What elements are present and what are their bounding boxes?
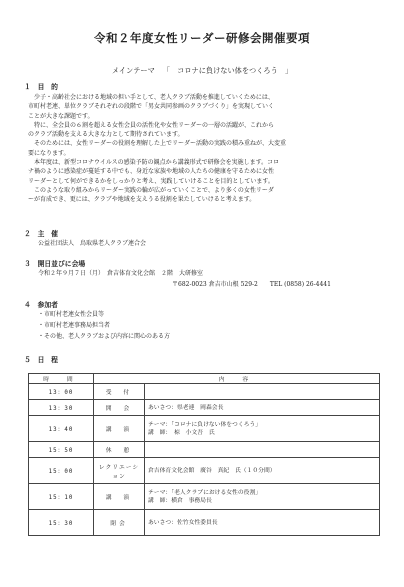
row-time: 13：00	[29, 384, 94, 400]
row-content	[145, 484, 380, 510]
row-kind: 開 会	[94, 400, 145, 416]
row-time: 15：50	[29, 442, 94, 458]
document-title: 令和２年度女性リーダー研修会開催要項	[94, 31, 310, 45]
section-schedule-heading: ５ 日 程	[24, 356, 58, 364]
table-row	[29, 458, 380, 484]
content-line: テーマ：「コロナに負けない体をつくろう」	[148, 421, 262, 428]
theme-value: 「 コロナに負けない体をつくろう 」	[162, 66, 293, 75]
row-content	[145, 384, 380, 400]
row-kind: 受 付	[94, 384, 145, 400]
section-date-heading: ３ 開日並びに会場	[24, 260, 86, 268]
participant-item: ・市町村老連事務局担当者	[38, 322, 111, 329]
purpose-line: 要になります。	[28, 149, 70, 157]
row-content	[145, 510, 380, 536]
table-row	[29, 384, 380, 400]
table-row	[29, 416, 380, 442]
purpose-line: リーダーとして何ができるかをしっかりと考え、実践していけることを目的としています。	[28, 177, 274, 185]
purpose-line: このような取り組みからリーダー実践の輪が広がっていくことで、より多くの女性リーダ	[28, 186, 274, 194]
purpose-line: のクラブ活動を支える大きな力として期待されています。	[28, 131, 184, 139]
theme-label: メインテーマ	[111, 66, 155, 75]
row-kind: レクリエーション	[94, 458, 145, 484]
purpose-line: 市町村老連、単位クラブそれぞれの段階で「男女共同参画のクラブづくり」を実現していく	[28, 103, 275, 111]
address-phone-line: 〒682-0023 倉吉市山根 529-2 TEL (0858) 26-4441	[172, 281, 331, 288]
row-time: 15：10	[29, 484, 94, 510]
section-host-heading: ２ 主 催	[24, 230, 58, 238]
table-row	[29, 400, 380, 416]
row-kind: 閉会	[94, 510, 145, 536]
purpose-line: 本年度は、新型コロナウイルスの感染予防の観点から講義形式で研修会を実施します。コロ	[28, 159, 280, 167]
purpose-text	[28, 93, 380, 205]
row-content	[145, 400, 380, 416]
table-row	[29, 442, 380, 458]
row-content	[145, 416, 380, 442]
purpose-line: 少子・高齢社会における地域の担い手として、老人クラブ活動を推進していくためには、	[28, 94, 274, 101]
header-time: 時 間	[29, 374, 94, 384]
purpose-line: ナ禍のように感染症が蔓延する中でも、身近な家族や地域の人たちの健康を守るために女性	[28, 168, 275, 176]
row-kind: 講 演	[94, 484, 145, 510]
host-text: 公益社団法人 鳥取県老人クラブ連合会	[38, 240, 147, 247]
row-content	[145, 458, 380, 484]
participant-item: ・市町村老連女性会員等	[38, 311, 105, 318]
purpose-line: ーが育成でき、更には、クラブや地域を支えうる役割を果たしていけると考えます。	[28, 196, 256, 204]
row-kind: 講 演	[94, 416, 145, 442]
section-participants-heading: ４ 参加者	[24, 301, 58, 309]
content-line: あいさつ：佐竹女性委員長	[148, 519, 218, 526]
section-purpose-heading: １ 目 的	[24, 83, 58, 91]
table-row	[29, 510, 380, 536]
schedule-header-row	[29, 374, 380, 384]
content-line: 講 師：横倉 事務局長	[148, 497, 212, 504]
row-time: 13：40	[29, 416, 94, 442]
schedule-table	[28, 373, 380, 536]
row-kind: 休 憩	[94, 442, 145, 458]
purpose-line: ことが大きな課題です。	[28, 112, 94, 120]
row-time: 15：30	[29, 510, 94, 536]
content-line: テーマ：「老人クラブにおける女性の役割」	[148, 489, 262, 496]
content-line: 講 師： 椋 小文吾 氏	[148, 429, 215, 436]
content-line: 倉吉体育文化会館 廣谷 真紀 氏（１０分間）	[148, 467, 276, 474]
purpose-line: 特に、全会員の６割を超える女性会員の活性化や女性リーダーの一層の活躍が、これから	[28, 121, 275, 129]
date-venue-line: 令和２年９月７日（月） 倉吉体育文化会館 ２階 大研修室	[38, 270, 204, 277]
table-row	[29, 484, 380, 510]
row-time: 13：30	[29, 400, 94, 416]
header-content: 内 容	[94, 374, 380, 384]
main-theme	[0, 66, 404, 76]
row-time: 15：00	[29, 458, 94, 484]
content-line: あいさつ：県老連 岡森会長	[148, 404, 224, 411]
purpose-line: そのためには、女性リーダーの役割を理解した上でリーダー活動の実践の積み重ねが、大変重	[28, 140, 287, 148]
participant-item: ・その他、老人クラブおよび内容に関心のある方	[38, 333, 171, 340]
row-content	[145, 442, 380, 458]
